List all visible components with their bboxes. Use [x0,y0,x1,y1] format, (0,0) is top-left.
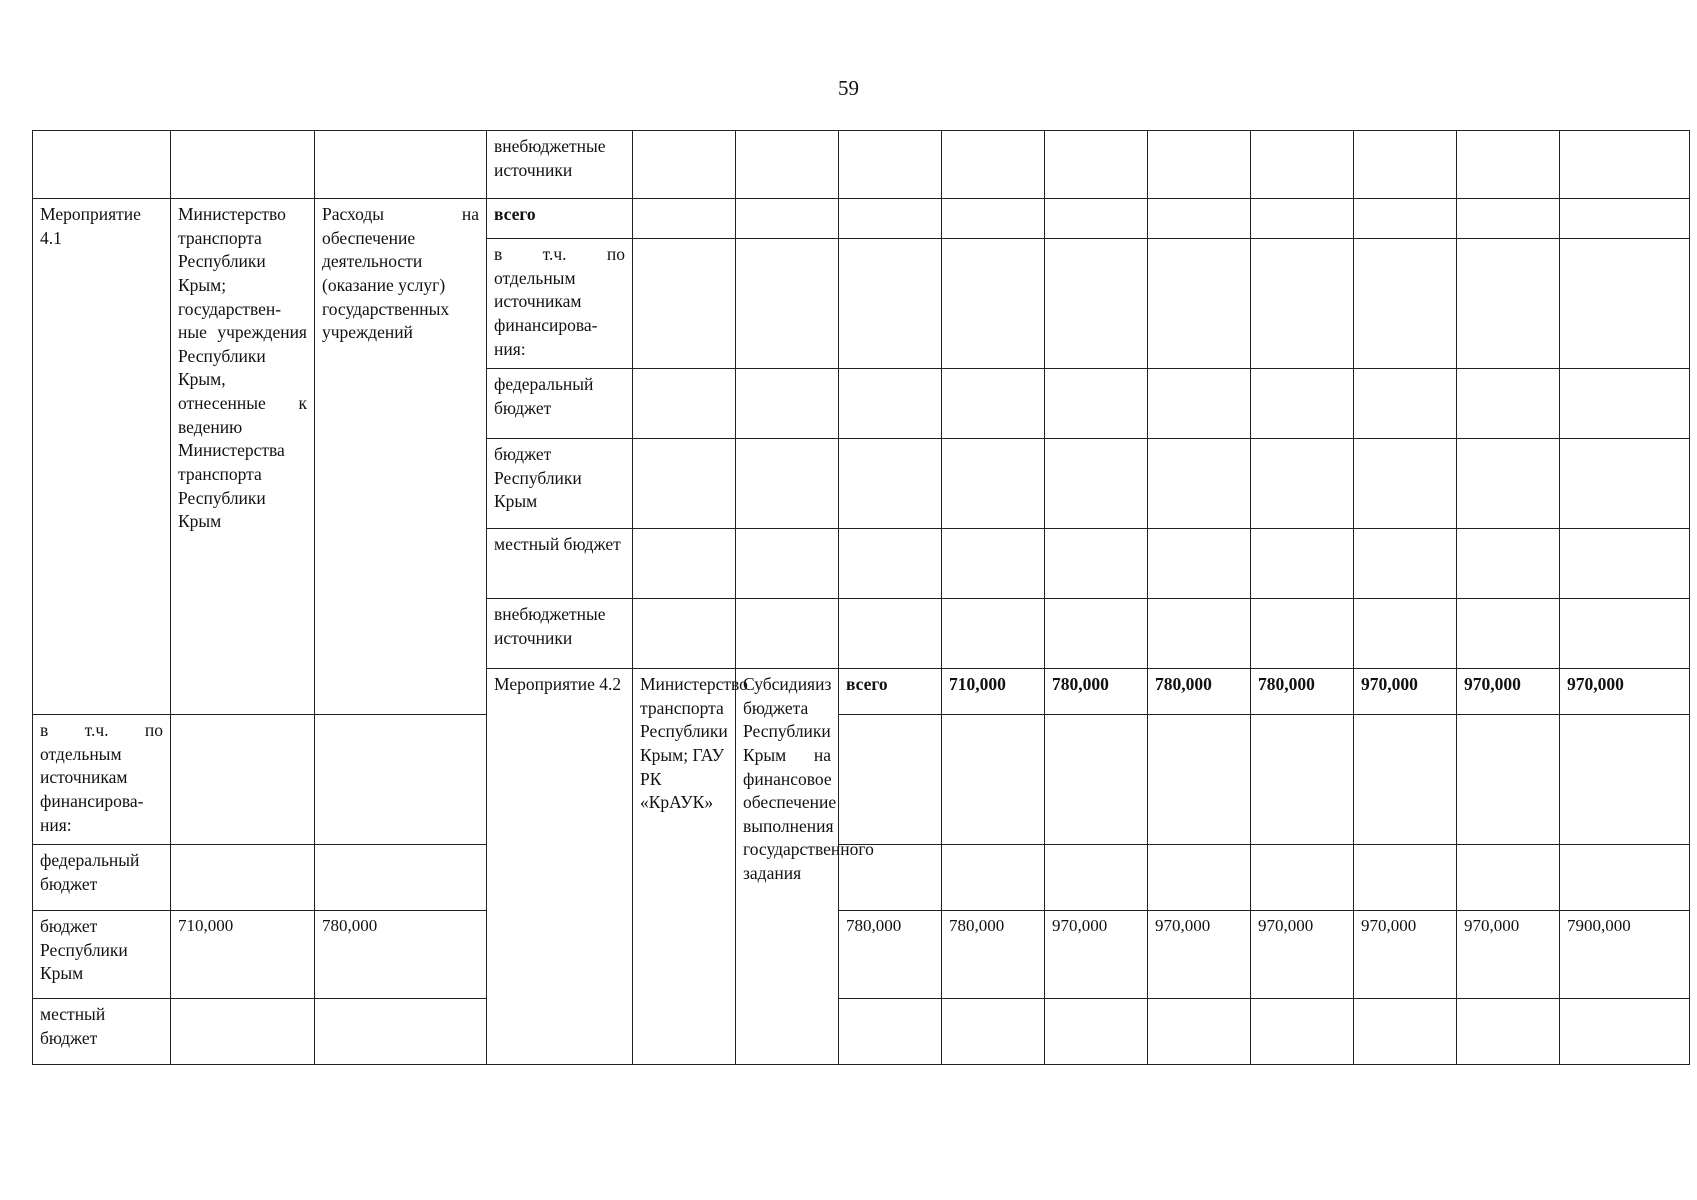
table-row [33,199,1690,239]
value-cell [1251,239,1354,369]
budget-table [32,130,1690,1065]
description-text: бюджета Республики Крым на финансовое обеспечение выполнения государственного задания [743,697,874,883]
value-cell [1457,131,1560,199]
value-cell [171,715,315,845]
value-cell: 970,000 [1457,911,1560,999]
incl-word: в [40,720,49,740]
value-cell [736,239,839,369]
incl-word: по [144,720,163,740]
value-cell [1148,131,1251,199]
value-cell [1457,239,1560,369]
description-word: Расходы [322,204,385,224]
value-cell [1045,199,1148,239]
value-cell [1457,529,1560,599]
value-cell [1148,999,1251,1065]
incl-word: по [606,244,625,264]
source-label: внебюджетные источники [487,131,633,199]
value-cell: 970,000 [1354,911,1457,999]
source-label-local: местный бюджет [33,999,171,1065]
incl-word: т.ч. [542,244,567,264]
value-cell [1251,999,1354,1065]
value-cell [942,529,1045,599]
value-cell [1354,845,1457,911]
measure-cell [33,131,171,199]
incl-text: отдельным источникам финансирова-ния: [40,743,144,835]
value-cell [633,599,736,669]
value-cell: 780,000 [315,911,487,999]
value-cell [1457,999,1560,1065]
table-row [33,911,1690,999]
value-cell [1560,715,1690,845]
value-cell [839,239,942,369]
value-cell [1560,131,1690,199]
value-cell [839,999,942,1065]
value-cell [839,199,942,239]
source-label-total: всего [839,669,942,715]
value-cell [1560,599,1690,669]
value-cell [315,715,487,845]
value-cell: 780,000 [942,911,1045,999]
value-cell [1148,845,1251,911]
value-cell [942,715,1045,845]
value-cell [1560,845,1690,911]
value-cell [839,599,942,669]
value-cell [1251,529,1354,599]
measure-name: Мероприятие 4.2 [487,669,633,1065]
value-cell [1457,715,1560,845]
value-cell [1148,199,1251,239]
value-cell [839,439,942,529]
value-cell [1354,131,1457,199]
value-cell [839,369,942,439]
value-cell [1148,529,1251,599]
value-cell [1560,439,1690,529]
value-cell [942,239,1045,369]
value-cell [1148,239,1251,369]
value-cell [171,999,315,1065]
value-cell: 780,000 [1148,669,1251,715]
source-label-incl [33,715,171,845]
value-cell [1045,845,1148,911]
value-cell [839,715,942,845]
value-cell [1045,131,1148,199]
source-label-federal: федеральный бюджет [487,369,633,439]
measure-description [315,199,487,715]
value-cell [1457,439,1560,529]
value-cell [1251,599,1354,669]
value-cell [1354,999,1457,1065]
measure-executor: Министерство транспорта Республики Крым; государствен-ные учреждения Республики Крым, отнесенные к ведению Министерства транспорта Республики Крым [171,199,315,715]
value-cell [1045,439,1148,529]
value-cell: 7900,000 [1560,911,1690,999]
source-label-republic: бюджет Республики Крым [487,439,633,529]
measure-name: Мероприятие 4.1 [33,199,171,715]
value-cell [1148,439,1251,529]
value-cell [1148,369,1251,439]
source-label-incl [487,239,633,369]
table-row [33,715,1690,845]
value-cell [1045,369,1148,439]
value-cell [839,131,942,199]
value-cell [1457,599,1560,669]
table-row [33,131,1690,199]
value-cell [1560,239,1690,369]
value-cell: 780,000 [1251,669,1354,715]
value-cell [1251,199,1354,239]
value-cell: 970,000 [1251,911,1354,999]
value-cell [1251,439,1354,529]
value-cell [1457,369,1560,439]
value-cell: 780,000 [839,911,942,999]
table-row [33,999,1690,1065]
description-word: из [815,674,832,694]
value-cell [736,529,839,599]
value-cell [1045,715,1148,845]
value-cell [1251,369,1354,439]
value-cell [736,369,839,439]
value-cell [633,131,736,199]
description-word: Субсидия [743,674,816,694]
source-label-federal: федеральный бюджет [33,845,171,911]
value-cell [1148,599,1251,669]
value-cell [1354,239,1457,369]
value-cell [942,845,1045,911]
value-cell [1560,369,1690,439]
incl-text: отдельным источникам финансирова-ния: [494,267,598,359]
measure-executor: Министерство транспорта Республики Крым; ГАУ РК «КрАУК» [633,669,736,1065]
value-cell [839,529,942,599]
value-cell [633,529,736,599]
value-cell [736,131,839,199]
value-cell [1354,439,1457,529]
value-cell [315,999,487,1065]
value-cell [1354,369,1457,439]
value-cell [315,845,487,911]
value-cell [942,369,1045,439]
value-cell [1354,599,1457,669]
value-cell [633,369,736,439]
value-cell [1354,529,1457,599]
value-cell [942,439,1045,529]
value-cell [1045,999,1148,1065]
value-cell [1354,715,1457,845]
executor-cell [171,131,315,199]
value-cell [942,131,1045,199]
description-cell [315,131,487,199]
value-cell: 970,000 [1045,911,1148,999]
value-cell: 780,000 [1045,669,1148,715]
value-cell [1457,845,1560,911]
value-cell [1148,715,1251,845]
value-cell [1457,199,1560,239]
value-cell [942,199,1045,239]
value-cell: 970,000 [1354,669,1457,715]
source-label-republic: бюджет Республики Крым [33,911,171,999]
value-cell [942,599,1045,669]
value-cell [1045,529,1148,599]
description-text: обеспечение деятельности (оказание услуг) государственных учреждений [322,227,450,343]
value-cell: 970,000 [1148,911,1251,999]
value-cell [736,199,839,239]
value-cell: 710,000 [942,669,1045,715]
value-cell [1045,239,1148,369]
value-cell [1251,845,1354,911]
value-cell [1560,999,1690,1065]
value-cell: 710,000 [171,911,315,999]
value-cell [736,439,839,529]
value-cell [633,439,736,529]
value-cell [1045,599,1148,669]
value-cell [942,999,1045,1065]
source-label-local: местный бюджет [487,529,633,599]
value-cell [1560,529,1690,599]
value-cell [1354,199,1457,239]
incl-word: т.ч. [84,720,109,740]
source-label-total: всего [487,199,633,239]
value-cell: 970,000 [1457,669,1560,715]
value-cell: 970,000 [1560,669,1690,715]
value-cell [1251,715,1354,845]
source-label-extrabudget: внебюджетные источники [487,599,633,669]
incl-word: в [494,244,503,264]
description-word: на [461,204,479,224]
value-cell [1251,131,1354,199]
value-cell [633,199,736,239]
value-cell [1560,199,1690,239]
page-number: 59 [838,76,859,100]
value-cell [736,599,839,669]
value-cell [171,845,315,911]
value-cell [633,239,736,369]
